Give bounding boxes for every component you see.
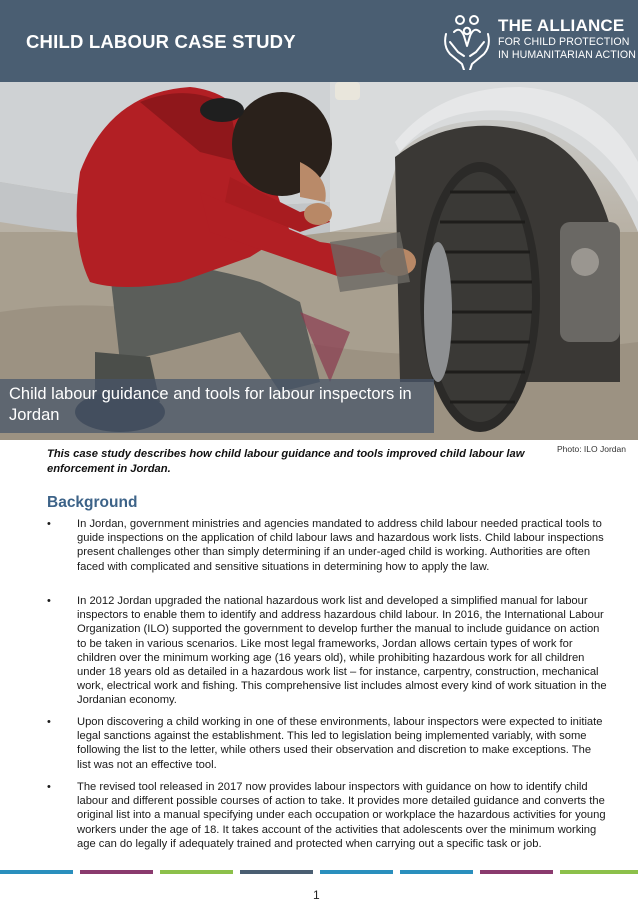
photo-caption: Child labour guidance and tools for labour inspectors in Jordan [9, 385, 412, 424]
logo-subtitle-line-2: IN HUMANITARIAN ACTION [498, 49, 636, 61]
photo-caption-box [0, 379, 434, 433]
bullet-marker: • [47, 781, 51, 793]
footer-stripe [80, 870, 153, 874]
bullet-item [47, 594, 607, 708]
intro-summary: This case study describes how child labour guidance and tools improved child labour law enforcement in Jordan. [47, 448, 525, 475]
logo-subtitle-line-1: FOR CHILD PROTECTION [498, 36, 630, 48]
bullet-text: In Jordan, government ministries and agencies mandated to address child labour needed practical tools to guide inspections on the application of child labour laws and hazardous work lists. Child labour inspections present challenges other than simply determining if an under-aged child is working. Authorities are often faced with complicated and sensitive situations in determining how to apply the law. [77, 518, 604, 573]
bullet-item [47, 715, 607, 772]
bullet-text: Upon discovering a child working in one of these environments, labour inspectors were expected to initiate legal sanctions against the establishment. This led to legislation being implemented variably, with some following the list to the letter, while others used their observation and discretion to make exceptions. The list was not an effective tool. [77, 716, 603, 771]
document-title: CHILD LABOUR CASE STUDY [26, 31, 296, 52]
footer-stripe [320, 870, 393, 874]
logo-main-text: THE ALLIANCE [498, 16, 625, 35]
bullet-text: In 2012 Jordan upgraded the national hazardous work list and developed a simplified manual for labour inspectors to enable them to identify and address hazardous child labour. In 2016, the International Labour Organization (ILO) supported the government to develop further the manual to include guidance on action to be taken in various scenarios. Like most legal frameworks, Jordan allows certain types of work for children over the minimum working age (16 years old), while prohibiting hazardous work for all children under 18 years old as detailed in a hazardous work list – for instance, carpentry, construction, mechanical work, electrical work and fishing. This comprehensive list includes almost every kind of work situation in the Jordanian economy. [77, 595, 607, 707]
footer-stripe [160, 870, 233, 874]
bullet-text: The revised tool released in 2017 now provides labour inspectors with guidance on how to identify child labour and different possible courses of action to take. It provides more detailed guidance and converts the original list into a manual specifying under each occupation or workplace the hazardous activities for young workers under the age of 18. It takes account of the activities that adolescents over the minimum working age can do legally if adequately trained and protected when carrying out a specific task or job. [77, 781, 606, 850]
bullet-marker: • [47, 518, 51, 530]
bullet-item [47, 780, 607, 851]
footer-stripe [480, 870, 553, 874]
bullet-marker: • [47, 716, 51, 728]
page-header [0, 0, 638, 82]
bullet-marker: • [47, 595, 51, 607]
bullet-item [47, 517, 607, 574]
footer-stripe [560, 870, 638, 874]
section-heading-background: Background [47, 494, 138, 511]
cover-photo [0, 82, 638, 440]
hands-holding-people-icon [440, 12, 494, 70]
alliance-logo [498, 15, 636, 62]
footer-stripe [0, 870, 73, 874]
page-number: 1 [313, 888, 320, 902]
footer-stripe [240, 870, 313, 874]
footer-stripe [400, 870, 473, 874]
photo-credit: Photo: ILO Jordan [557, 444, 626, 454]
